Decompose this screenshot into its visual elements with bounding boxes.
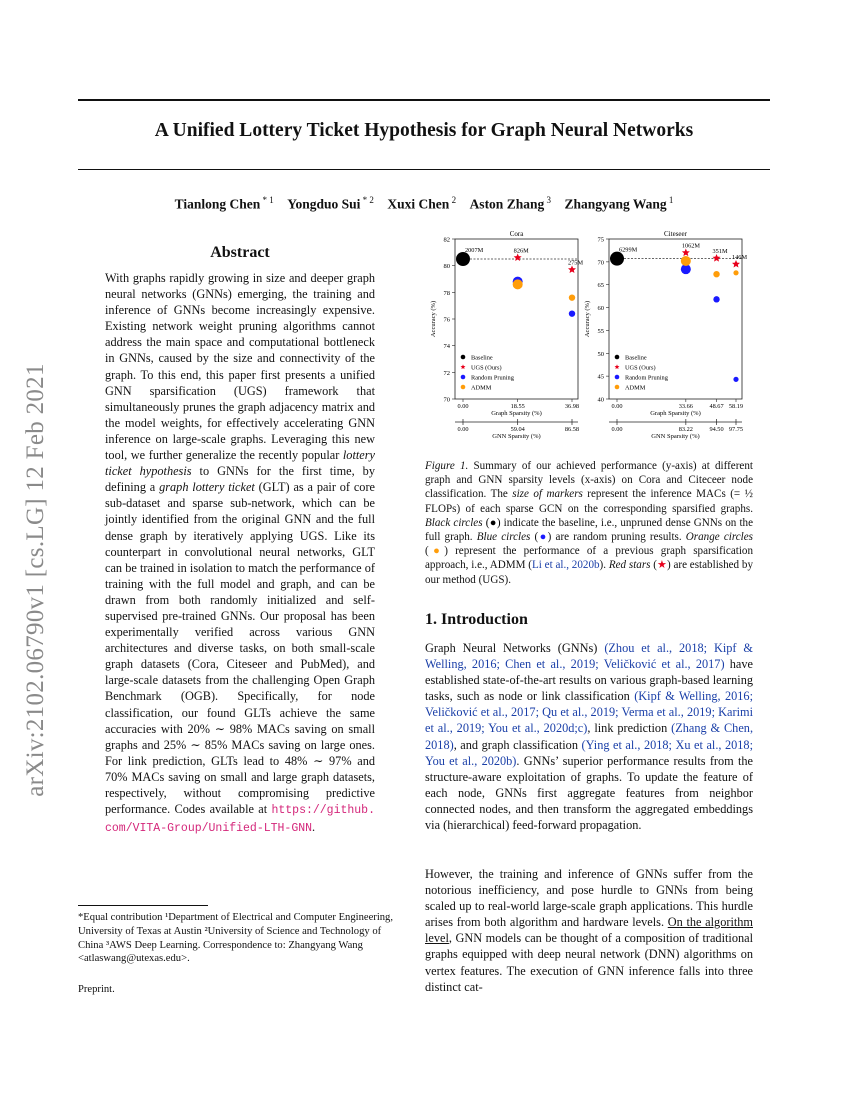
section-heading-introduction: 1. Introduction (425, 611, 528, 628)
y-tick-label: 65 (597, 282, 604, 290)
y-tick-label: 82 (443, 236, 450, 244)
caption-text-d: are random pruning results. (551, 531, 686, 544)
arxiv-identifier (16, 300, 56, 860)
author-affiliation-mark: 3 (544, 195, 551, 205)
caption-text-a: Summary of our achieved performance (y-axis) at different graph and GNN sparsity levels (x-axis) on Cora and Citeceer node classification. The (425, 460, 753, 501)
y-tick-label: 50 (597, 350, 604, 358)
y-tick-label: 72 (443, 369, 450, 377)
y-tick-label: 45 (597, 373, 604, 381)
y-tick-label: 60 (597, 305, 604, 313)
macs-label: 351M (712, 248, 728, 256)
abstract-text-3: (GLT) as a pair of core sub-dataset and sparse sub-network, which can be jointly identified from the original GNN and the full dense graph by iteratively applying UGS. Like its counterpart in convolutional neural networks, GLT can be trained in isolation to match the performance of training with the full model and graph, and can be drawn from both randomly initialized and self-supervised pre-trained GNNs. Our proposal has been experimentally verified across various GNN architectures and diverse tasks, on both small-scale graph datasets (Cora, Citeseer and PubMed), and large-scale datasets from the challenging Open Graph Benchmark (OGB). Specifically, for node classification, our found GLTs achieve the same accuracies with 20% ∼ 98% MACs saving on small graphs and 25% ∼ 85% MACs saving on large ones. For link prediction, GLTs lead to 48% ∼ 97% and 70% MACs saving on small and large graph datasets, respectively, without compromising predictive performance. Codes available at (105, 480, 375, 817)
abstract-emphasis-lth: lottery ticket hypothesis (105, 448, 375, 479)
legend-label: Random Pruning (625, 374, 668, 382)
figure-1 (425, 228, 770, 448)
legend-label: Baseline (625, 354, 647, 362)
gnn-axis-label: GNN Sparsity (%) (651, 433, 700, 440)
intro-p2-text-a: However, the training and inference of GNNs suffer from the notorious inefficiency, and pose hurdle to GNNs from being scaled up to real-world large-scale graph applications. This hurdle arises from both algorithm and hardware levels. (425, 867, 753, 930)
author-affiliation-mark: 1 (666, 195, 674, 205)
admmmarker (513, 279, 523, 289)
algorithm-level-underlined: On the algorithm level (425, 915, 753, 946)
admmmarker (713, 271, 719, 277)
y-tick-label: 70 (597, 259, 604, 267)
baselinemarker (456, 252, 470, 266)
intro-citation-4[interactable]: (Ying et al., 2018; Xu et al., 2018; You et al., 2020b) (425, 737, 753, 768)
macs-label: 275M (568, 259, 584, 267)
legend-circle-icon (461, 375, 466, 380)
macs-label: 146M (732, 254, 748, 262)
blue-circle-icon: ● (538, 531, 548, 544)
arxiv-stamp-text: arXiv:2102.06790v1 [cs.LG] 12 Feb 2021 (22, 363, 49, 797)
macs-label: 6299M (619, 246, 638, 254)
random-pruningmarker (569, 310, 575, 316)
legend-star-icon (461, 364, 466, 369)
code-link-part-1[interactable]: https://github. (271, 804, 375, 818)
legend-label: UGS (Ours) (471, 364, 502, 372)
author-affiliation-mark: 2 (449, 195, 457, 205)
author-name: Yongduo Sui (287, 196, 361, 212)
legend-circle-icon (615, 355, 620, 360)
footnote-rule (78, 905, 208, 906)
author-name: Tianlong Chen (174, 196, 261, 212)
intro-text-e: . GNNs’ superior performance results from the structure-aware exploitation of graphs. To update the feature of each node, GNNs first aggregate features from neighbor connected nodes, and then transform the aggregated embeddings via (hierarchical) feed-forward propagation. (425, 753, 753, 833)
legend-label: Baseline (471, 354, 493, 362)
caption-citation-li[interactable]: Li et al., 2020b (531, 559, 600, 572)
y-tick-label: 55 (597, 327, 604, 335)
gnn-x-tick-label: 0.00 (611, 426, 623, 433)
caption-orange-em: Orange circles (685, 531, 753, 544)
intro-p2-text-b: , GNN models can be thought of a composition of traditional graphs equipped with deep neural network (DNN) algorithms on vertex features. The execution of GNN inference falls into three distinct cat- (425, 931, 753, 994)
gnn-axis-label: GNN Sparsity (%) (492, 433, 541, 440)
gnn-x-tick-label: 97.75 (728, 426, 744, 433)
black-circle-icon: (●) (485, 516, 501, 529)
gnn-x-tick-label: 59.04 (510, 426, 525, 433)
author-affiliation-mark: * 2 (360, 195, 374, 205)
title-top-rule (78, 99, 770, 101)
y-tick-label: 74 (443, 343, 450, 351)
intro-paragraph-1 (425, 640, 753, 833)
gnn-x-tick-label: 0.00 (457, 426, 469, 433)
random-pruningmarker (713, 296, 719, 302)
y-tick-label: 76 (443, 316, 450, 324)
macs-label: 1062M (681, 242, 701, 250)
legend-label: UGS (Ours) (625, 364, 656, 372)
legend-circle-icon (461, 355, 466, 360)
author-name: Aston Zhang (469, 196, 545, 212)
abstract-body (105, 270, 375, 837)
caption-black-em: Black circles (425, 516, 483, 529)
code-link-part-2[interactable]: com/VITA-Group/Unified-LTH-GNN (105, 822, 313, 836)
legend-label: Random Pruning (471, 374, 514, 382)
y-axis-label: Accuracy (%) (430, 300, 437, 338)
intro-text-b: have established state-of-the-art results on various graph-based learning tasks, such as node or link classification (425, 657, 753, 704)
abstract-text-1: With graphs rapidly growing in size and deeper graph neural networks (GNNs) emerging, the training and inference of GNNs become increasingly expensive. Existing network weight pruning algorithms cannot address the main space and computational bottleneck in GNNs, caused by the size and connectivity of the graph. To this end, this paper first presents a unified GNN sparsification (UGS) framework that simultaneously prunes the graph adjacency matrix and the model weights, for effectively accelerating GNN inference on large-scale graphs. Leveraging this new tool, we further generalize the recently popular (105, 271, 375, 463)
x-tick-label: 48.67 (709, 403, 724, 410)
abstract-emphasis-glt: graph lottery ticket (159, 480, 255, 495)
x-tick-label: 58.19 (728, 403, 744, 410)
y-tick-label: 75 (597, 236, 604, 244)
legend-circle-icon (461, 385, 466, 390)
author-list (78, 195, 770, 213)
author-affiliation-mark: * 1 (260, 195, 274, 205)
footnote: *Equal contribution ¹Department of Electrical and Computer Engineering, University of Texas at Austin ²University of Science and Technology of China ³AWS Deep Learning. Correspondence to: Zhangyang Wang <atlaswang@utexas.edu>. (78, 912, 394, 965)
gnn-x-tick-label: 83.22 (678, 426, 693, 433)
intro-text-a: Graph Neural Networks (GNNs) (425, 641, 605, 655)
x-tick-label: 33.66 (678, 403, 693, 410)
orange-circle-icon: ● (428, 545, 445, 558)
macs-label: 826M (513, 247, 529, 255)
y-tick-label: 80 (443, 263, 450, 271)
y-tick-label: 78 (443, 289, 450, 297)
intro-paragraph-2 (425, 866, 753, 995)
gnn-x-tick-label: 86.58 (564, 426, 580, 433)
macs-label: 2007M (465, 247, 484, 254)
legend-star-icon (615, 364, 620, 369)
preprint-label: Preprint. (78, 984, 115, 995)
y-axis-label: Accuracy (%) (584, 300, 591, 338)
caption-blue-em: Blue circles (476, 531, 531, 544)
x-tick-label: 36.98 (564, 403, 580, 410)
intro-text-d: , and graph classification (453, 737, 582, 752)
x-tick-label: 0.00 (457, 403, 469, 410)
caption-text-b: represent the inference MACs (= ½ FLOPs) of each sparse GCN on the corresponding sparsified graphs. (425, 488, 753, 515)
abstract-text-2: to GNNs for the first time, by defining a (105, 464, 375, 495)
caption-text-e: represent the performance of a previous graph sparsification approach, i.e., ADMM ( (425, 545, 753, 572)
red-star-icon: ★ (656, 559, 667, 572)
author-name: Zhangyang Wang (564, 196, 667, 212)
admmmarker (681, 256, 691, 266)
caption-text-g: are established by our method (UGS). (425, 559, 753, 586)
x-axis-label: Graph Sparsity (%) (650, 410, 701, 417)
legend-label: ADMM (471, 384, 492, 392)
admmmarker (733, 270, 738, 275)
caption-label: Figure 1. (425, 460, 469, 472)
figure-1-charts (425, 228, 770, 448)
title-bottom-rule (78, 169, 770, 170)
figure-1-caption: Figure 1. Summary of our achieved performance (y-axis) at different graph and GNN sparsity levels (x-axis) on Cora and Citeceer node classification. The size of markers represent the inference MACs (= ½ FLOPs) of each sparse GCN on the corresponding sparsified graphs. Black circles (●) indicate the baseline, i.e., unpruned dense GNNs on the full graph. Blue circles (●) are random pruning results. Orange circles (●) represent the performance of a previous graph sparsification approach, i.e., ADMM (Li et al., 2020b). Red stars (★) are established by our method (UGS). (425, 460, 754, 586)
x-tick-label: 18.55 (510, 403, 525, 410)
legend-circle-icon (615, 375, 620, 380)
abstract-heading: Abstract (210, 244, 270, 261)
paper-title: A Unified Lottery Ticket Hypothesis for Graph Neural Networks (154, 120, 694, 141)
admmmarker (569, 294, 575, 300)
legend-label: ADMM (625, 384, 646, 392)
caption-red-em: Red stars (608, 559, 651, 572)
author-name: Xuxi Chen (387, 196, 450, 212)
intro-citation-3[interactable]: (Zhang & Chen, 2018) (425, 721, 754, 752)
chart-title: Citeseer (664, 230, 687, 238)
intro-text-c: , link prediction (587, 721, 672, 736)
y-tick-label: 70 (443, 396, 450, 404)
chart-title: Cora (509, 230, 524, 238)
caption-size-em: size of markers (512, 488, 583, 501)
x-tick-label: 0.00 (611, 403, 623, 410)
x-axis-label: Graph Sparsity (%) (491, 410, 542, 417)
intro-citation-1[interactable]: (Zhou et al., 2018; Kipf & Welling, 2016; Chen et al., 2019; Veličković et al., 2017) (425, 641, 753, 672)
caption-text-f: ). (599, 559, 609, 572)
caption-text-c: indicate the baseline, i.e., unpruned dense GNNs on the full graph. (425, 516, 754, 544)
baselinemarker (610, 252, 624, 266)
legend-circle-icon (615, 385, 620, 390)
gnn-x-tick-label: 94.50 (709, 426, 724, 433)
y-tick-label: 40 (597, 396, 604, 404)
random-pruningmarker (733, 377, 738, 382)
intro-citation-2[interactable]: (Kipf & Welling, 2016; Veličković et al., 2017; Qu et al., 2019; Verma et al., 2019; Karimi et al., 2019; You et al., 2020d;c) (425, 689, 753, 736)
abstract-end: . (312, 820, 316, 835)
